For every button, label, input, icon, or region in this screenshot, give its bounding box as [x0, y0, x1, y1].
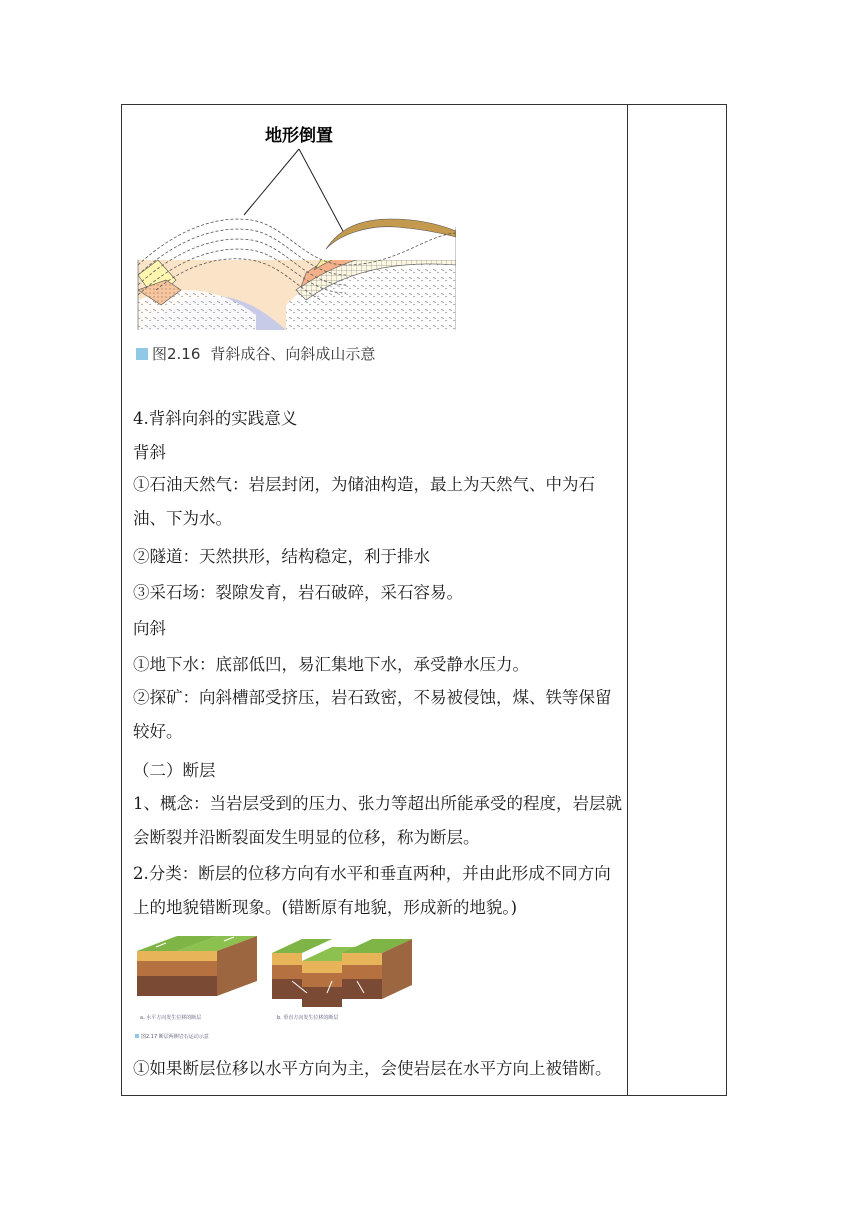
figure1-caption-number: 图2.16 [152, 345, 201, 363]
anticline-point-1: ①石油天然气：岩层封闭，为储油构造，最上为天然气、中为石油、下为水。 [133, 475, 595, 528]
anticline-point-3: ③采石场：裂隙发育，岩石破碎，采石容易。 [133, 583, 463, 602]
figure2-label-b: b. 垂直方向发生位移的断层 [277, 1015, 339, 1021]
heading-anticline: 背斜 [133, 443, 166, 462]
figure2-caption: 图2.17 断层两侧岩石运动示意 [141, 1034, 209, 1040]
terrain-inversion-figure [136, 115, 456, 330]
horizontal-fault-block [137, 936, 257, 996]
fault-horizontal-point: ①如果断层位移以水平方向为主，会使岩层在水平方向上被错断。 [133, 1059, 612, 1078]
fault-classification: 2.分类：断层的位移方向有水平和垂直两种，并由此形成不同方向上的地貌错断现象。(错断原有地貌，形成新的地貌。) [133, 864, 611, 917]
content-table [121, 104, 727, 1096]
vertical-fault-block [272, 939, 412, 1007]
fault-movement-figure [132, 931, 432, 1051]
main-cell [122, 105, 627, 1095]
column-divider [627, 105, 628, 1095]
heading-fault: （二）断层 [133, 761, 216, 780]
fault-concept: 1、概念：当岩层受到的压力、张力等超出所能承受的程度，岩层就会断裂并沿断裂面发生明显的位移，称为断层。 [133, 794, 622, 847]
heading-syncline: 向斜 [133, 619, 166, 638]
figure1-title: 地形倒置 [265, 126, 333, 146]
figure1-caption [136, 343, 375, 364]
anticline-point-2: ②隧道：天然拱形，结构稳定，利于排水 [133, 547, 430, 566]
syncline-point-2: ②探矿：向斜槽部受挤压，岩石致密，不易被侵蚀，煤、铁等保留较好。 [133, 688, 612, 741]
heading-practical-significance: 4.背斜向斜的实践意义 [133, 409, 298, 428]
figure1-caption-text: 背斜成谷、向斜成山示意 [210, 345, 376, 363]
syncline-point-1: ①地下水：底部低凹，易汇集地下水，承受静水压力。 [133, 655, 529, 674]
caption-square-icon [136, 348, 148, 360]
figure2-label-a: a. 水平方向发生位移的断层 [140, 1015, 202, 1021]
